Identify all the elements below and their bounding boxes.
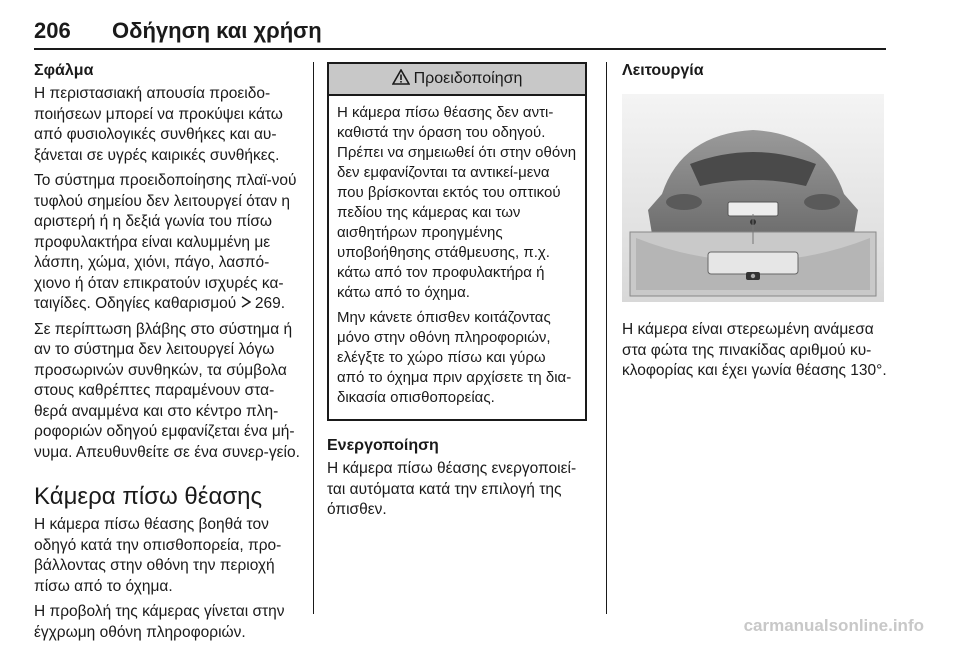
watermark: carmanualsonline.info <box>743 616 924 635</box>
column-right <box>622 62 888 387</box>
camera-paragraph-1: Η κάμερα πίσω θέασης βοηθά τον οδηγό κατά την οπισθοπορεία, προ-βάλλοντας στην οθόνη την περιοχή πίσω από το όχημα. <box>34 516 282 595</box>
warning-title: Προειδοποίηση <box>413 70 523 87</box>
operation-heading: Λειτουργία <box>622 62 704 79</box>
page-ref-icon <box>241 295 251 312</box>
fault-heading: Σφάλμα <box>34 62 94 79</box>
warning-header <box>329 64 585 96</box>
fault-paragraph-3: Σε περίπτωση βλάβης στο σύστημα ή αν το σύστημα δεν λειτουργεί λόγω προσωρινών συνθηκών, τα σύμβολα στους καθρέπτες παραμένουν στα-θερά αναμμένα και στο κέντρο πλη-ροφοριών οδηγού εμφανίζεται ένα μή-νυμα. Απευθυνθείτε σε ένα συνερ-γείο. <box>34 320 300 461</box>
warning-paragraph-1: Η κάμερα πίσω θέασης δεν αντι-καθιστά την όραση του οδηγού. Πρέπει να σημειωθεί ότι στην οθόνη δεν εμφανίζονται τα αντικεί-μενα που βρίσκονται εκτός του οπτικού πεδίου της κάμερας και των αισθητήρων προηγμένης υποβοήθησης στάθμευσης, π.χ. κάτω από τον προφυλακτήρα ή κάτω από το όχημα. <box>337 104 577 301</box>
fault-paragraph-2 <box>34 171 304 315</box>
activation-heading: Ενεργοποίηση <box>327 437 439 454</box>
page-header <box>34 14 886 50</box>
page-number: 206 <box>34 18 71 43</box>
warning-paragraph-2: Μην κάνετε όπισθεν κοιτάζοντας μόνο στην οθόνη πληροφοριών, ελέγξτε το χώρο πίσω και γύρω από το όχημα πριν αρχίσετε τη δια-δικασία οπισθοπορείας. <box>337 309 572 406</box>
warning-box <box>327 62 587 421</box>
column-middle <box>327 62 591 526</box>
column-divider <box>313 62 314 614</box>
page-title: Οδήγηση και χρήση <box>112 18 322 43</box>
warning-triangle-icon <box>392 69 414 90</box>
operation-paragraph: Η κάμερα είναι στερεωμένη ανάμεσα στα φώτα της πινακίδας αριθμού κυ-κλοφορίας και έχει γωνία θέασης 130°. <box>622 321 887 379</box>
activation-paragraph: Η κάμερα πίσω θέασης ενεργοποιεί-ται αυτόματα κατά την επιλογή της όπισθεν. <box>327 460 577 518</box>
camera-paragraph-2: Η προβολή της κάμερας γίνεται στην έγχρωμη οθόνη πληροφοριών. <box>34 603 285 641</box>
column-left <box>34 62 304 648</box>
rear-camera-illustration <box>622 94 884 302</box>
warning-body <box>329 96 585 419</box>
page-ref-link[interactable]: 269. <box>254 295 286 312</box>
column-divider <box>606 62 607 614</box>
fault-paragraph-2-text: Το σύστημα προειδοποίησης πλαϊ-νού τυφλού σημείου δεν λειτουργεί όταν η αριστερή ή η δεξιά γωνία του πίσω προφυλακτήρα είναι καλυμμένη με λάσπη, χώμα, χιόνι, πάγο, λασπό-χιονο ή όταν επικρατούν ισχυρές κα-ταιγίδες. Οδηγίες καθαρισμού <box>34 172 297 312</box>
section-title: Κάμερα πίσω θέασης <box>34 483 263 510</box>
fault-paragraph-1: Η περιστασιακή απουσία προειδο-ποιήσεων μπορεί να προκύψει κάτω από φυσιολογικές συνθήκες και αυ-ξάνεται σε υγρές καιρικές συνθήκες. <box>34 85 283 164</box>
